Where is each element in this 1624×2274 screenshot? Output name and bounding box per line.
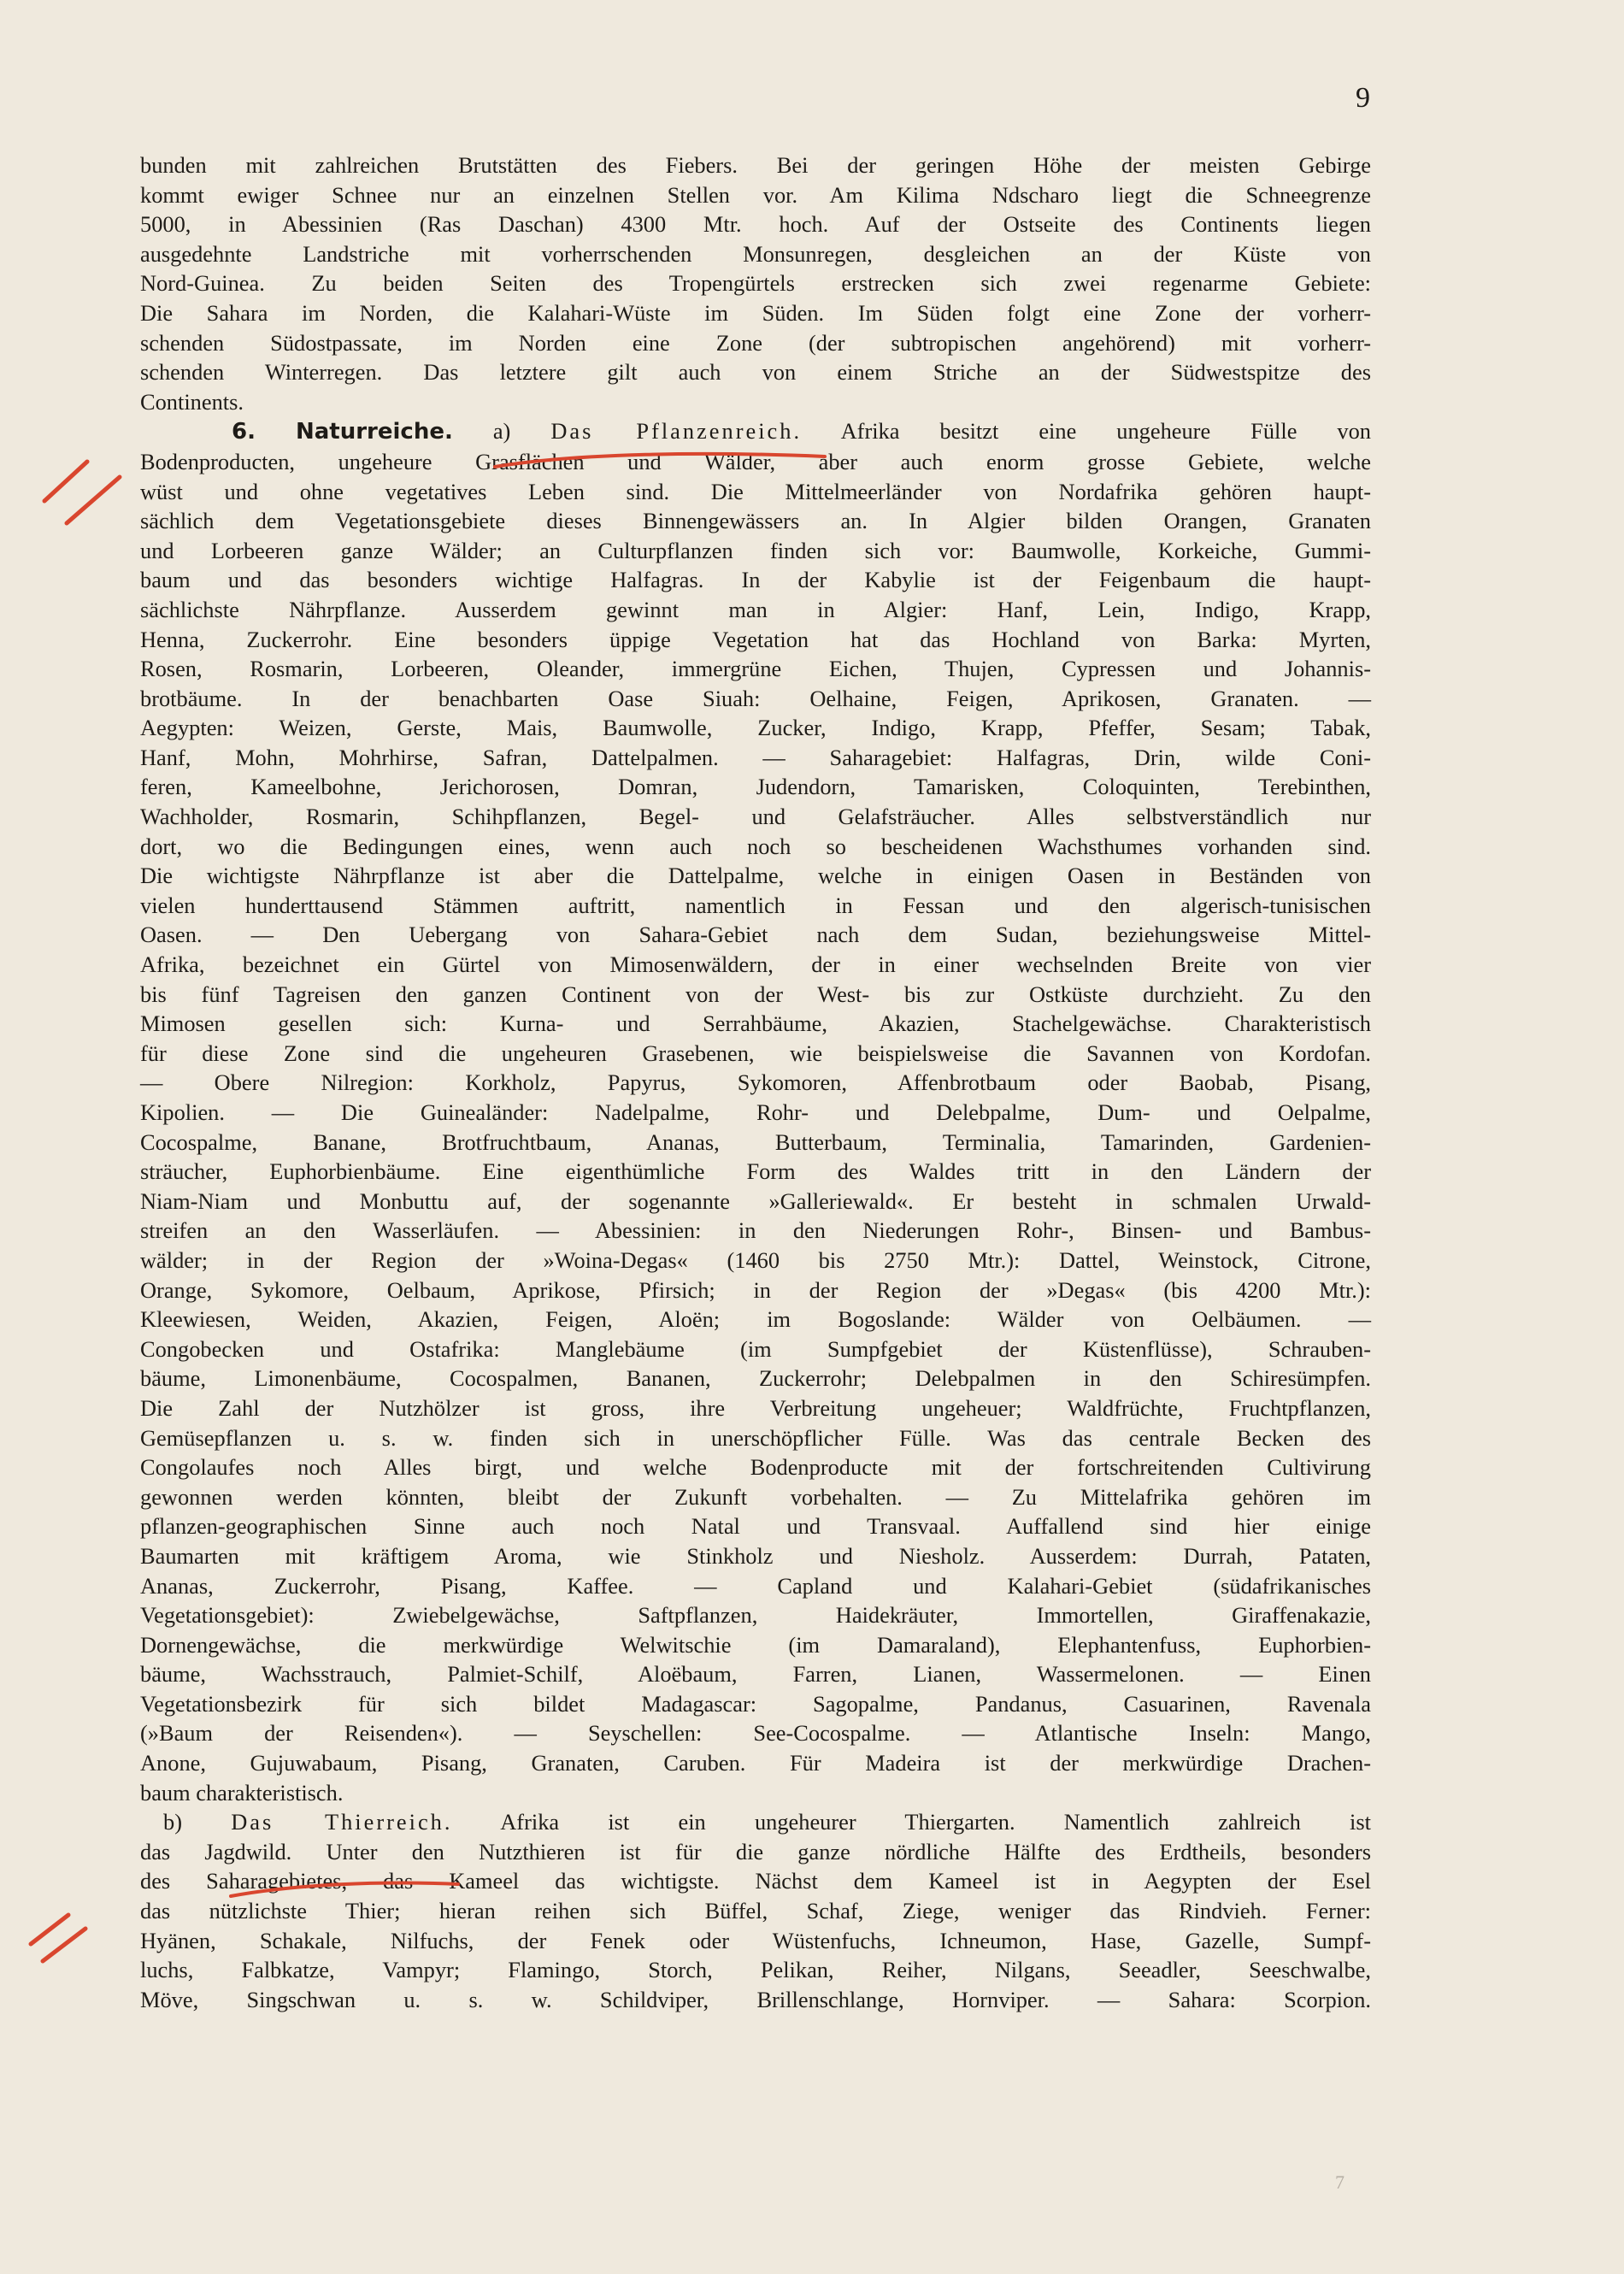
text-line: Gemüsepflanzen u. s. w. finden sich in unerschöpflicher Fülle. Was das centrale Becken des <box>140 1424 1371 1451</box>
text-line: sträucher, Euphorbienbäume. Eine eigenthümliche Form des Waldes tritt in den Ländern der <box>140 1158 1371 1185</box>
text-line: das nützlichste Thier; hieran reihen sich Büffel, Schaf, Ziege, weniger das Rindvieh. Ferner: <box>140 1898 1371 1924</box>
text-line: luchs, Falbkatze, Vampyr; Flamingo, Storch, Pelikan, Reiher, Nilgans, Seeadler, Seeschwalbe, <box>140 1957 1371 1983</box>
text-line: 5000, in Abessinien (Ras Daschan) 4300 Mtr. hoch. Auf der Ostseite des Continents liegen <box>140 211 1371 238</box>
subsection-b-label: b) <box>163 1809 182 1835</box>
text-line: wälder; in der Region der »Woina-Degas« (1460 bis 2750 Mtr.): Dattel, Weinstock, Citrone, <box>140 1246 1371 1273</box>
text-line: schenden Südostpassate, im Norden eine Zone (der subtropischen angehörend) mit vorherr- <box>140 329 1371 356</box>
text-line: Cocospalme, Banane, Brotfruchtbaum, Ananas, Butterbaum, Terminalia, Tamarinden, Gardenien- <box>140 1128 1371 1155</box>
text-line: bäume, Wachsstrauch, Palmiet-Schilf, Aloëbaum, Farren, Lianen, Wassermelonen. — Einen <box>140 1661 1371 1688</box>
text-line: (»Baum der Reisenden«). — Seyschellen: See-Cocospalme. — Atlantische Inseln: Mango, <box>140 1720 1371 1747</box>
text-line: Rosen, Rosmarin, Lorbeeren, Oleander, immergrüne Eichen, Thujen, Cypressen und Johannis- <box>140 656 1371 682</box>
text-line: Oasen. — Den Uebergang von Sahara-Gebiet nach dem Sudan, beziehungsweise Mittel- <box>140 922 1371 948</box>
text-line: schenden Winterregen. Das letztere gilt auch von einem Striche an der Südwestspitze des <box>140 359 1371 386</box>
subsection-a-label: a) <box>492 418 511 445</box>
text-line: Niam-Niam und Monbuttu auf, der sogenannte »Galleriewald«. Er besteht in schmalen Urwald- <box>140 1187 1371 1214</box>
text-line: sächlich dem Vegetationsgebiete dieses Binnengewässers an. In Algier bilden Orangen, Granaten <box>140 508 1371 534</box>
page-ornament: 7 <box>1335 2171 1345 2193</box>
section-heading-line <box>140 416 1371 447</box>
text-line: Aegypten: Weizen, Gerste, Mais, Baumwolle, Zucker, Indigo, Krapp, Pfeffer, Sesam; Tabak, <box>140 715 1371 741</box>
text-line: Nord-Guinea. Zu beiden Seiten des Tropengürtels erstrecken sich zwei regenarme Gebiete: <box>140 270 1371 297</box>
text-line: — Obere Nilregion: Korkholz, Papyrus, Sykomoren, Affenbrotbaum oder Baobab, Pisang, <box>140 1069 1371 1096</box>
text-fragment: Afrika ist ein ungeheurer Thiergarten. Namentlich zahlreich ist <box>500 1809 1371 1835</box>
text-line: Kipolien. — Die Guinealänder: Nadelpalme, Rohr- und Delebpalme, Dum- und Oelpalme, <box>140 1099 1371 1125</box>
subsection-a-title: Das Pflanzenreich. <box>550 418 803 445</box>
text-line: Vegetationsgebiet): Zwiebelgewächse, Saftpflanzen, Haidekräuter, Immortellen, Giraffenakazie, <box>140 1602 1371 1629</box>
pencil-stroke <box>44 462 87 501</box>
red-pencil-mark-icon <box>26 1905 103 1973</box>
text-line: vielen hunderttausend Stämmen auftritt, namentlich in Fessan und den algerisch-tunisischen <box>140 892 1371 918</box>
page-number: 9 <box>1356 82 1370 114</box>
text-line: Bodenproducten, ungeheure Grasflächen und Wälder, aber auch enorm grosse Gebiete, welche <box>140 448 1371 474</box>
text-line: ausgedehnte Landstriche mit vorherrschenden Monsunregen, desgleichen an der Küste von <box>140 240 1371 267</box>
text-line: Die wichtigste Nährpflanze ist aber die Dattelpalme, welche in einigen Oasen in Beständen von <box>140 863 1371 889</box>
text-line: Afrika, bezeichnet ein Gürtel von Mimosenwäldern, der in einer wechselnden Breite von vier <box>140 951 1371 978</box>
text-line: sächlichste Nährpflanze. Ausserdem gewinnt man in Algier: Hanf, Lein, Indigo, Krapp, <box>140 596 1371 622</box>
text-line: pflanzen-geographischen Sinne auch noch Natal und Transvaal. Auffallend sind hier einige <box>140 1513 1371 1540</box>
text-line: Hyänen, Schakale, Nilfuchs, der Fenek oder Wüstenfuchs, Ichneumon, Hase, Gazelle, Sumpf- <box>140 1927 1371 1953</box>
text-line: gewonnen werden könnten, bleibt der Zukunft vorbehalten. — Zu Mittelafrika gehören im <box>140 1483 1371 1510</box>
text-line: bis fünf Tagreisen den ganzen Continent von der West- bis zur Ostküste durchzieht. Zu den <box>140 981 1371 1007</box>
text-fragment: Afrika besitzt eine ungeheure Fülle von <box>840 418 1371 445</box>
text-line: dort, wo die Bedingungen eines, wenn auch noch so bescheidenen Wachsthumes vorhanden sind. <box>140 833 1371 859</box>
text-line: brotbäume. In der benachbarten Oase Siuah: Oelhaine, Feigen, Aprikosen, Granaten. — <box>140 685 1371 711</box>
text-line: Möve, Singschwan u. s. w. Schildviper, Brillenschlange, Hornviper. — Sahara: Scorpion. <box>140 1986 1371 2012</box>
text-line: Ananas, Zuckerrohr, Pisang, Kaffee. — Capland und Kalahari-Gebiet (südafrikanisches <box>140 1572 1371 1599</box>
text-line: Kleewiesen, Weiden, Akazien, Feigen, Aloën; im Bogoslande: Wälder von Oelbäumen. — <box>140 1306 1371 1333</box>
text-line: für diese Zone sind die ungeheuren Grasebenen, wie beispielsweise die Savannen von Kordofan. <box>140 1040 1371 1066</box>
pencil-stroke <box>67 477 120 523</box>
red-pencil-mark-icon <box>38 451 132 528</box>
text-line: des Saharagebietes, das Kameel das wichtigste. Nächst dem Kameel ist in Aegypten der Esel <box>140 1868 1371 1894</box>
text-line: Wachholder, Rosmarin, Schihpflanzen, Begel- und Gelafsträucher. Alles selbstverständlich nur <box>140 804 1371 830</box>
text-line: Die Zahl der Nutzhölzer ist gross, ihre Verbreitung ungeheuer; Waldfrüchte, Fruchtpflanzen, <box>140 1394 1371 1421</box>
text-line: bäume, Limonenbäume, Cocospalmen, Bananen, Zuckerrohr; Delebpalmen in den Schiresümpfen. <box>140 1365 1371 1392</box>
text-line: Congolaufes noch Alles birgt, und welche Bodenproducte mit der fortschreitenden Cultivirung <box>140 1454 1371 1481</box>
text-line: Continents. <box>140 388 244 415</box>
text-line: Mimosen gesellen sich: Kurna- und Serrahbäume, Akazien, Stachelgewächse. Charakteristisch <box>140 1010 1371 1037</box>
section-title: Naturreiche. <box>295 419 453 445</box>
text-line: streifen an den Wasserläufen. — Abessinien: in den Niederungen Rohr-, Binsen- und Bambus- <box>140 1217 1371 1244</box>
text-line: wüst und ohne vegetatives Leben sind. Die Mittelmeerländer von Nordafrika gehören haupt- <box>140 478 1371 504</box>
text-line: Vegetationsbezirk für sich bildet Madagascar: Sagopalme, Pandanus, Casuarinen, Ravenala <box>140 1690 1371 1717</box>
text-line: Anone, Gujuwabaum, Pisang, Granaten, Caruben. Für Madeira ist der merkwürdige Drachen- <box>140 1750 1371 1776</box>
subsection-b-heading-line <box>140 1807 1371 1837</box>
text-line: baum und das besonders wichtige Halfagras. In der Kabylie ist der Feigenbaum die haupt- <box>140 567 1371 593</box>
text-line: Congobecken und Ostafrika: Manglebäume (im Sumpfgebiet der Küstenflüsse), Schrauben- <box>140 1335 1371 1362</box>
text-line: baum charakteristisch. <box>140 1779 344 1806</box>
text-line: Die Sahara im Norden, die Kalahari-Wüste im Süden. Im Süden folgt eine Zone der vorherr- <box>140 299 1371 326</box>
text-line: Dornengewächse, die merkwürdige Welwitschie (im Damaraland), Elephantenfuss, Euphorbien- <box>140 1631 1371 1658</box>
text-line: und Lorbeeren ganze Wälder; an Culturpflanzen finden sich vor: Baumwolle, Korkeiche, Gummi- <box>140 537 1371 563</box>
text-line: Hanf, Mohn, Mohrhirse, Safran, Dattelpalmen. — Saharagebiet: Halfagras, Drin, wilde Coni- <box>140 744 1371 770</box>
text-line: bunden mit zahlreichen Brutstätten des Fiebers. Bei der geringen Höhe der meisten Gebirge <box>140 152 1371 178</box>
text-line: Orange, Sykomore, Oelbaum, Aprikose, Pfirsich; in der Region der »Degas« (bis 4200 Mtr.): <box>140 1276 1371 1303</box>
pencil-stroke <box>31 1915 68 1944</box>
text-line: Henna, Zuckerrohr. Eine besonders üppige Vegetation hat das Hochland von Barka: Myrten, <box>140 626 1371 652</box>
section-number: 6. <box>232 419 256 445</box>
text-line: feren, Kameelbohne, Jerichorosen, Domran, Judendorn, Tamarisken, Coloquinten, Terebinthen, <box>140 774 1371 800</box>
text-line: kommt ewiger Schnee nur an einzelnen Stellen vor. Am Kilima Ndscharo liegt die Schneegrenze <box>140 181 1371 208</box>
body-text <box>140 150 1371 2014</box>
subsection-b-title: Das Thierreich. <box>231 1809 453 1835</box>
text-line: das Jagdwild. Unter den Nutzthieren ist für die ganze nördliche Hälfte des Erdtheils, besonders <box>140 1838 1371 1865</box>
pencil-stroke <box>43 1929 85 1961</box>
text-line: Baumarten mit kräftigem Aroma, wie Stinkholz und Niesholz. Ausserdem: Durrah, Pataten, <box>140 1542 1371 1569</box>
